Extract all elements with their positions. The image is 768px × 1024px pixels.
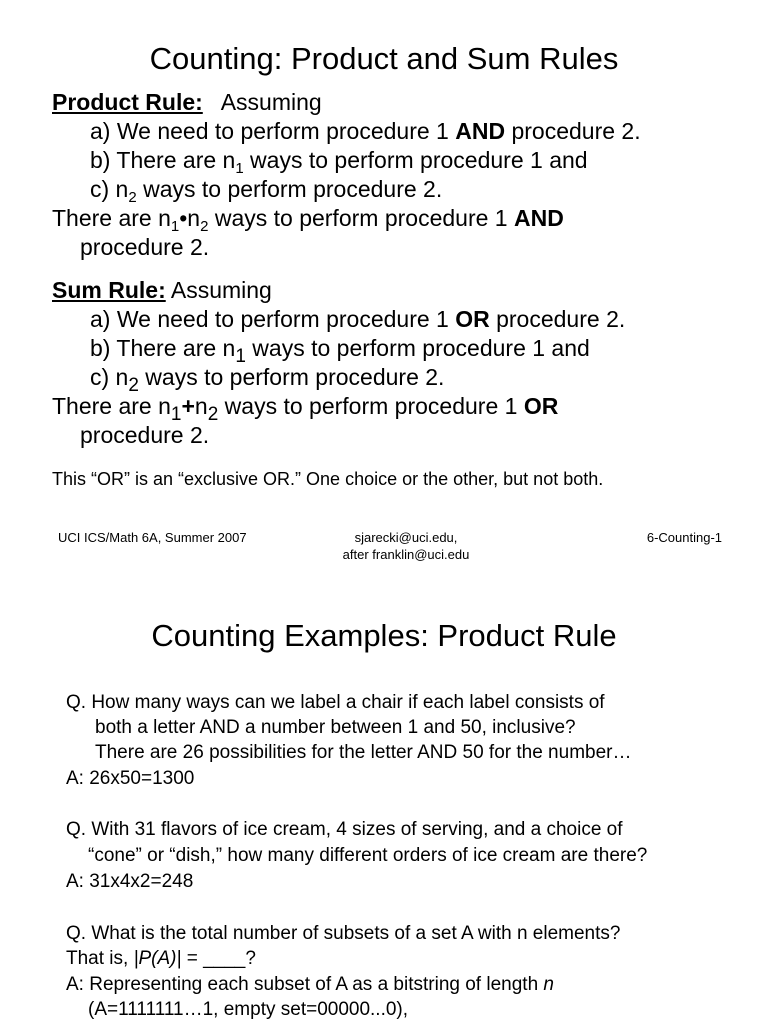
product-rule-conclusion-cont: procedure 2.: [80, 234, 210, 260]
text: procedure 2.: [505, 118, 641, 144]
footer-author-line1: sjarecki@uci.edu,: [354, 530, 458, 545]
text: ways to perform procedure 1: [218, 393, 524, 419]
text: ways to perform procedure 2.: [136, 176, 443, 202]
footer-course: UCI ICS/Math 6A, Summer 2007: [58, 530, 247, 545]
q1-line3: There are 26 possibilities for the letter AND 50 for the number…: [95, 742, 632, 763]
sum-rule-intro: Assuming: [165, 277, 272, 303]
footer-authors: [306, 529, 506, 563]
q3-answer: [66, 972, 554, 997]
subscript: 2: [207, 404, 219, 425]
q3-line2: [66, 946, 256, 971]
text: ways to perform procedure 1: [208, 205, 514, 231]
subscript: 1: [170, 404, 182, 425]
text: ways to perform procedure 2.: [138, 364, 445, 390]
sum-rule-heading: Sum Rule:: [52, 277, 166, 303]
text: c) n: [90, 364, 129, 390]
text: n: [194, 393, 208, 419]
product-rule-intro: Assuming: [220, 89, 322, 115]
product-rule-conclusion: [52, 204, 564, 233]
keyword-and: AND: [455, 118, 506, 144]
keyword-or: OR: [455, 306, 490, 332]
sum-rule-conclusion-cont: procedure 2.: [80, 422, 210, 448]
sum-rule-conclusion: [52, 392, 559, 425]
text: ways to perform procedure 1 and: [245, 335, 590, 361]
product-rule-item-b: [90, 146, 588, 175]
text: procedure 2.: [489, 306, 626, 332]
q1-line1: Q. How many ways can we label a chair if each label consists of: [66, 692, 605, 713]
product-rule-item-c: [90, 175, 442, 204]
sum-rule-item-a: [90, 305, 625, 334]
plus-sign: +: [181, 393, 195, 419]
exclusive-or-note: This “OR” is an “exclusive OR.” One choice or the other, but not both.: [52, 469, 604, 489]
text: There are n: [52, 205, 171, 231]
sum-rule-item-c: [90, 363, 445, 396]
text: A: Representing each subset of A as a bitstring of length: [66, 974, 544, 995]
subscript: 2: [128, 189, 137, 206]
q2-line2: “cone” or “dish,” how many different orders of ice cream are there?: [88, 845, 648, 866]
text: a) We need to perform procedure 1: [90, 306, 456, 332]
power-set-expression: |P(A)|: [133, 948, 182, 969]
text: b) There are n: [90, 147, 236, 173]
text: = ____?: [181, 948, 256, 969]
slide-product-rule-examples: [0, 580, 768, 1024]
subscript: 2: [128, 375, 139, 396]
text: c) n: [90, 176, 129, 202]
subscript: 1: [235, 160, 244, 177]
text: That is,: [66, 948, 134, 969]
q1-answer: A: 26x50=1300: [66, 768, 195, 789]
text: b) There are n: [90, 335, 236, 361]
subscript: 1: [235, 346, 246, 367]
variable-n: n: [543, 974, 554, 995]
q3-line1: Q. What is the total number of subsets of a set A with n elements?: [66, 923, 621, 944]
slide-title: Counting: Product and Sum Rules: [149, 41, 619, 76]
q2-answer: A: 31x4x2=248: [66, 871, 194, 892]
product-rule-heading: Product Rule:: [52, 89, 203, 115]
q3-line4: (A=1111111…1, empty set=00000...0),: [88, 999, 409, 1020]
text: ways to perform procedure 1 and: [243, 147, 588, 173]
keyword-or: OR: [523, 393, 559, 419]
footer-author-line2: after franklin@uci.edu: [342, 547, 470, 562]
product-rule-item-a: [90, 117, 641, 146]
keyword-and: AND: [513, 205, 564, 231]
subscript: 2: [200, 218, 209, 235]
sum-rule-item-b: [90, 334, 590, 367]
text: a) We need to perform procedure 1: [90, 118, 456, 144]
sum-rule-heading-line: [52, 276, 272, 305]
subscript: 1: [170, 218, 180, 235]
product-rule-heading-line: [52, 88, 322, 117]
text: There are n: [52, 393, 171, 419]
slide-title: Counting Examples: Product Rule: [151, 618, 617, 653]
q2-line1: Q. With 31 flavors of ice cream, 4 sizes of serving, and a choice of: [66, 819, 623, 840]
q1-line2: both a letter AND a number between 1 and 50, inclusive?: [95, 717, 576, 738]
footer-slide-number: 6-Counting-1: [646, 530, 722, 545]
text: •n: [179, 205, 201, 231]
